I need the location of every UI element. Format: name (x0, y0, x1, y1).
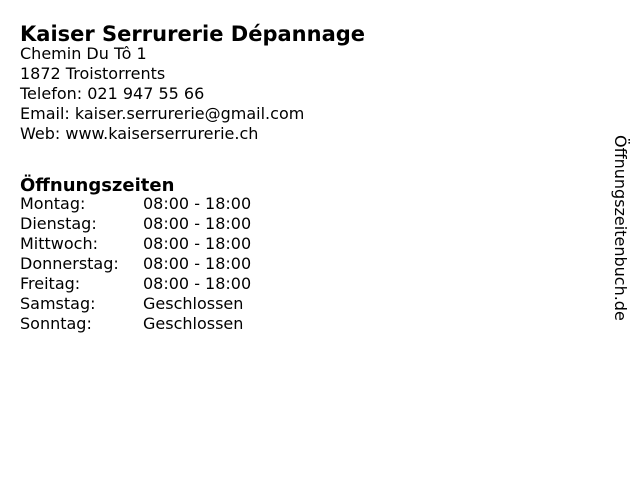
email-label: Email: (20, 104, 70, 123)
opening-hours-table (20, 194, 251, 334)
address-street: Chemin Du Tô 1 (20, 44, 147, 63)
contact-block (20, 44, 304, 144)
day-label: Dienstag: (20, 214, 97, 233)
web-value[interactable]: www.kaiserserrurerie.ch (65, 124, 259, 143)
time-value: Geschlossen (143, 294, 244, 313)
phone-value: 021 947 55 66 (87, 84, 205, 103)
day-label: Samstag: (20, 294, 96, 313)
day-label: Donnerstag: (20, 254, 119, 273)
time-value: 08:00 - 18:00 (143, 194, 252, 213)
email-value[interactable]: kaiser.serrurerie@gmail.com (74, 104, 305, 123)
hours-row-friday (20, 274, 251, 294)
day-label: Montag: (20, 194, 86, 213)
phone-line (20, 84, 304, 104)
day-label: Freitag: (20, 274, 81, 293)
time-value: 08:00 - 18:00 (143, 274, 252, 293)
time-value: 08:00 - 18:00 (143, 234, 252, 253)
time-value: Geschlossen (143, 314, 244, 333)
site-branding-vertical-link[interactable]: Öffnungszeitenbuch.de (611, 135, 630, 321)
opening-hours-heading: Öffnungszeiten (20, 174, 175, 196)
hours-row-tuesday (20, 214, 251, 234)
phone-label: Telefon: (20, 84, 83, 103)
email-line (20, 104, 304, 124)
hours-row-saturday (20, 294, 251, 314)
business-name-title: Kaiser Serrurerie Dépannage (20, 22, 366, 47)
time-value: 08:00 - 18:00 (143, 254, 252, 273)
web-line (20, 124, 304, 144)
time-value: 08:00 - 18:00 (143, 214, 252, 233)
address-city: 1872 Troistorrents (20, 64, 166, 83)
hours-row-thursday (20, 254, 251, 274)
hours-row-monday (20, 194, 251, 214)
hours-row-sunday (20, 314, 251, 334)
web-label: Web: (20, 124, 61, 143)
day-label: Sonntag: (20, 314, 92, 333)
hours-row-wednesday (20, 234, 251, 254)
day-label: Mittwoch: (20, 234, 98, 253)
